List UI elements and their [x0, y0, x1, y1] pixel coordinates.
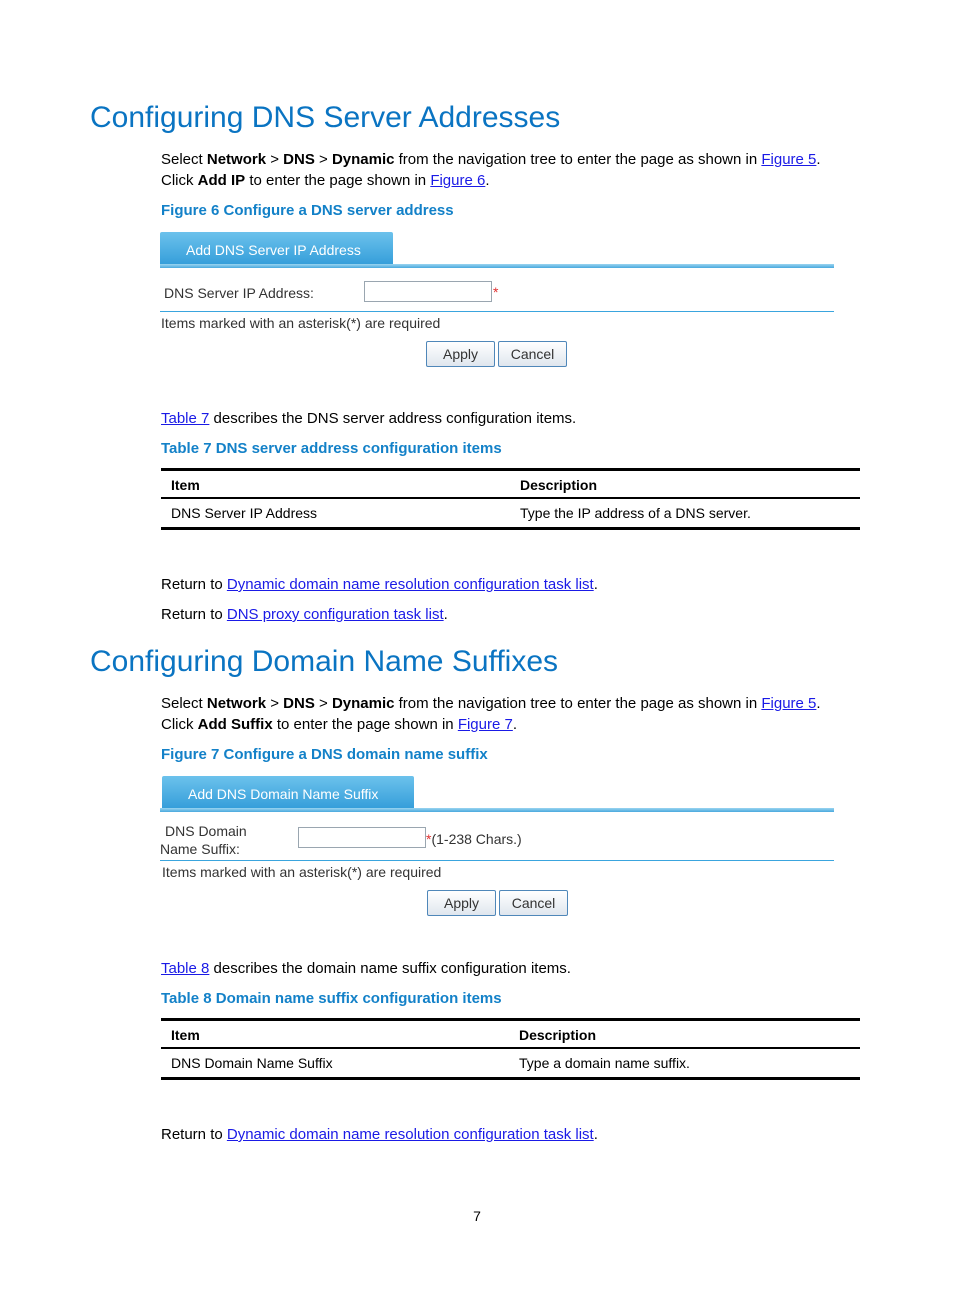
required-asterisk: *	[493, 284, 499, 300]
dynamic-task-list-link[interactable]: Dynamic domain name resolution configuration task list	[226, 1126, 594, 1143]
table-reference-paragraph: Table 8 describes the domain name suffix configuration items.	[161, 960, 571, 977]
table-reference-paragraph: Table 7 describes the DNS server address configuration items.	[161, 410, 577, 427]
dns-proxy-task-list-link[interactable]: DNS proxy configuration task list	[226, 606, 444, 623]
apply-button[interactable]: Apply	[427, 890, 496, 916]
table-cell-description: Type a domain name suffix.	[519, 1055, 690, 1071]
config-items-table	[161, 1018, 860, 1082]
paragraph-select-navigation: Select Network > DNS > Dynamic from the navigation tree to enter the page as shown in Figure 5.	[161, 151, 821, 168]
figure-5-link[interactable]: Figure 5	[761, 151, 817, 168]
table-caption: Table 8 Domain name suffix configuration items	[161, 990, 502, 1007]
figure-caption: Figure 6 Configure a DNS server address	[161, 202, 454, 219]
domain-suffix-label: Name Suffix:	[160, 841, 240, 857]
required-note: Items marked with an asterisk(*) are required	[161, 315, 441, 331]
table-header-description: Description	[519, 1027, 597, 1043]
table-caption: Table 7 DNS server address configuration items	[161, 440, 502, 457]
paragraph-click-add-ip: Click Add IP to enter the page shown in Figure 6.	[161, 172, 490, 189]
table-rule	[161, 1077, 860, 1080]
table-header-item: Item	[171, 477, 200, 493]
form-separator	[160, 860, 834, 861]
table-8-link[interactable]: Table 8	[161, 960, 210, 977]
dns-server-ip-input[interactable]	[364, 281, 492, 302]
section-heading-dns-server: Configuring DNS Server Addresses	[90, 101, 561, 134]
figure-7-link[interactable]: Figure 7	[457, 716, 513, 733]
table-header-item: Item	[171, 1027, 200, 1043]
dns-server-form-panel	[160, 232, 834, 372]
tab-add-dns-server[interactable]: Add DNS Server IP Address	[160, 232, 393, 268]
section-heading-domain-suffix: Configuring Domain Name Suffixes	[90, 645, 559, 678]
required-note: Items marked with an asterisk(*) are required	[162, 864, 442, 880]
page-number: 7	[473, 1208, 481, 1224]
figure-caption: Figure 7 Configure a DNS domain name suffix	[161, 746, 488, 763]
domain-suffix-form-panel	[160, 776, 834, 922]
domain-suffix-label: DNS Domain	[165, 823, 247, 839]
domain-suffix-input[interactable]	[298, 827, 426, 848]
tab-add-domain-suffix[interactable]: Add DNS Domain Name Suffix	[162, 776, 414, 812]
length-hint: (1-238 Chars.)	[431, 831, 522, 847]
table-7-link[interactable]: Table 7	[161, 410, 210, 427]
table-cell-item: DNS Domain Name Suffix	[171, 1055, 333, 1071]
table-cell-item: DNS Server IP Address	[171, 505, 318, 521]
paragraph-select-navigation: Select Network > DNS > Dynamic from the navigation tree to enter the page as shown in Figure 5.	[161, 695, 821, 712]
table-rule	[161, 497, 860, 499]
cancel-button[interactable]: Cancel	[498, 341, 567, 367]
dynamic-task-list-link[interactable]: Dynamic domain name resolution configuration task list	[226, 576, 594, 593]
figure-6-link[interactable]: Figure 6	[430, 172, 486, 189]
figure-5-link[interactable]: Figure 5	[761, 695, 817, 712]
paragraph-click-add-suffix: Click Add Suffix to enter the page shown in Figure 7.	[161, 716, 518, 733]
tab-underline	[160, 808, 834, 812]
form-separator	[160, 311, 834, 312]
return-paragraph: Return to DNS proxy configuration task list.	[161, 606, 448, 623]
cancel-button[interactable]: Cancel	[499, 890, 568, 916]
table-rule	[161, 527, 860, 530]
return-paragraph: Return to Dynamic domain name resolution configuration task list.	[161, 576, 598, 593]
table-rule	[161, 1018, 860, 1021]
table-rule	[161, 468, 860, 471]
return-paragraph: Return to Dynamic domain name resolution configuration task list.	[161, 1126, 598, 1143]
table-cell-description: Type the IP address of a DNS server.	[520, 505, 751, 521]
apply-button[interactable]: Apply	[426, 341, 495, 367]
config-items-table	[161, 468, 860, 532]
tab-underline	[160, 264, 834, 268]
table-rule	[161, 1047, 860, 1049]
required-asterisk: *(1-238 Chars.)	[426, 831, 522, 847]
dns-server-ip-label: DNS Server IP Address:	[164, 285, 314, 301]
table-header-description: Description	[520, 477, 598, 493]
